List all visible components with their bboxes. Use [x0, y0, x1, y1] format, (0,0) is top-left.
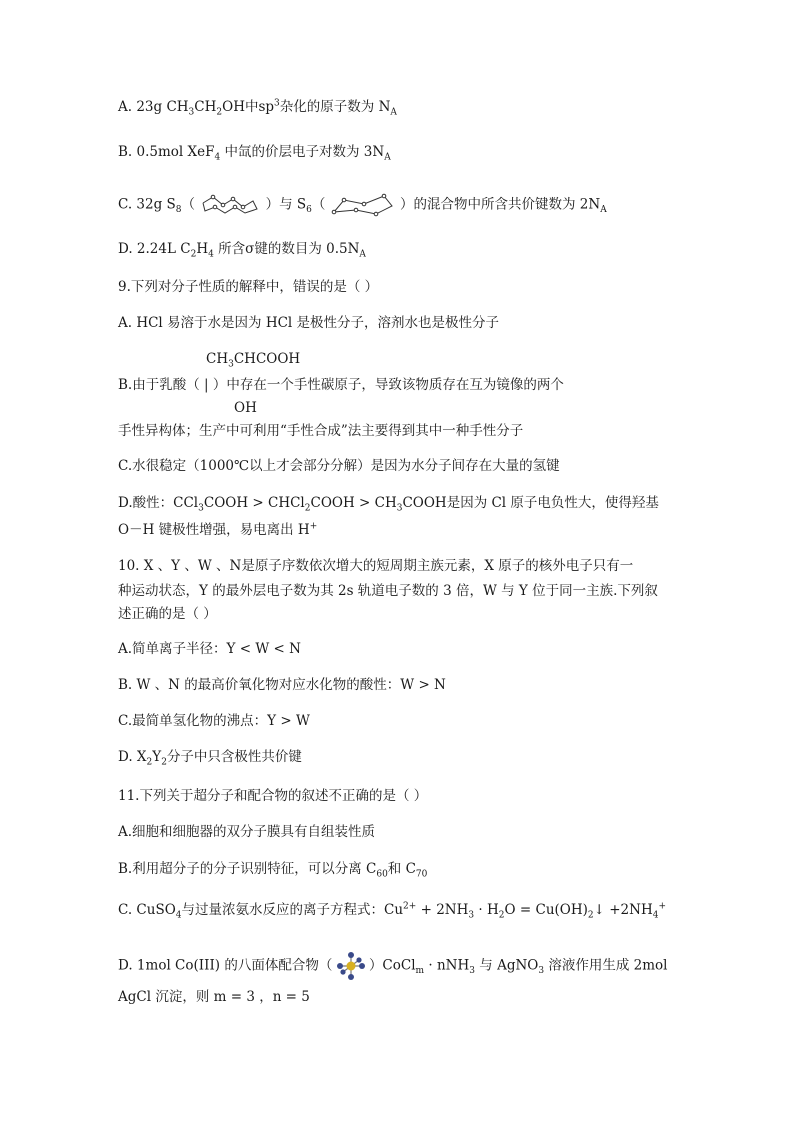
- s8-ring-icon: [199, 193, 261, 217]
- q8-option-b: B. 0.5mol XeF$_4$ 中氙的价层电子对数为 $3N_A$: [118, 144, 391, 163]
- q11-option-b: B.利用超分子的分子识别特征，可以分离 $C_{60}$和 $C_{70}$: [118, 861, 428, 880]
- q9-option-b: B.由于乳酸（ | ）中存在一个手性碳原子，导致该物质存在互为镜像的两个: [118, 377, 564, 393]
- q10-stem-line1: 10. X 、Y 、W 、N是原子序数依次增大的短周期主族元素，X 原子的核外电子只有一: [118, 558, 634, 574]
- q9-option-a: A. HCl 易溶于水是因为 HCl 是极性分子，溶剂水也是极性分子: [118, 315, 500, 331]
- octahedral-complex-icon: [337, 952, 365, 980]
- q10-option-c: C.最简单氢化物的沸点：Y > W: [118, 713, 310, 729]
- q9-option-b-continued: 手性异构体；生产中可利用“手性合成”法主要得到其中一种手性分子: [118, 423, 524, 439]
- q11-option-c: C. CuSO$_4$与过量浓氨水反应的离子方程式：$Cu^{2+} + 2NH_3 \cdot H_2O$ = $Cu(OH)_2↓ +2NH_4^+$: [118, 901, 667, 921]
- q8-option-a: A. 23g $CH_3CH_2OH$中$sp^3$杂化的原子数为 $N_A$: [118, 98, 397, 118]
- q8-option-c: C. 32g $S_8$（ ）与 $S_6$（ ）的混合物中所含共价键数为 $2N_A$: [118, 192, 607, 218]
- q9-option-c: C.水很稳定（1000℃以上才会部分分解）是因为水分子间存在大量的氢键: [118, 458, 560, 474]
- q10-option-a: A.简单离子半径：Y < W < N: [118, 641, 301, 657]
- q9-option-d: D.酸性：CCl$_3$COOH > CHCl$_2$COOH > $CH_3COOH$是因为 Cl 原子电负性大，使得羟基: [118, 495, 659, 514]
- q9-option-d-continued: O－H 键极性增强，易电离出 H+: [118, 521, 318, 538]
- lactic-acid-formula-oh: OH: [234, 400, 257, 416]
- q10-option-b: B. W 、N 的最高价氧化物对应水化物的酸性：W > N: [118, 677, 446, 693]
- q11-option-a: A.细胞和细胞器的双分子膜具有自组装性质: [118, 824, 376, 840]
- lactic-acid-formula-top: $CH_3CHCOOH$: [206, 351, 301, 370]
- q10-option-d: D. $X_2Y_2$分子中只含极性共价键: [118, 749, 302, 768]
- q10-stem-line3: 述正确的是（ ）: [118, 606, 217, 622]
- q9-stem: 9.下列对分子性质的解释中，错误的是（ ）: [118, 279, 379, 295]
- q11-option-d: D. 1mol Co(III) 的八面体配合物（ ）CoCl$_m$ · nNH$_3$ 与 AgNO$_3$ 溶液作用生成 2mol: [118, 952, 668, 980]
- s6-ring-icon: [330, 192, 396, 218]
- q11-option-d-continued: AgCl 沉淀，则 m = 3 ，n = 5: [118, 989, 310, 1005]
- q8-option-d: D. 2.24L $C_2H_4$ 所含σ键的数目为 $0.5N_A$: [118, 241, 366, 260]
- q10-stem-line2: 种运动状态，Y 的最外层电子数为其 2s 轨道电子数的 3 倍，W 与 Y 位于同一主族.下列叙: [118, 583, 658, 599]
- q11-stem: 11.下列关于超分子和配合物的叙述不正确的是（ ）: [118, 788, 428, 804]
